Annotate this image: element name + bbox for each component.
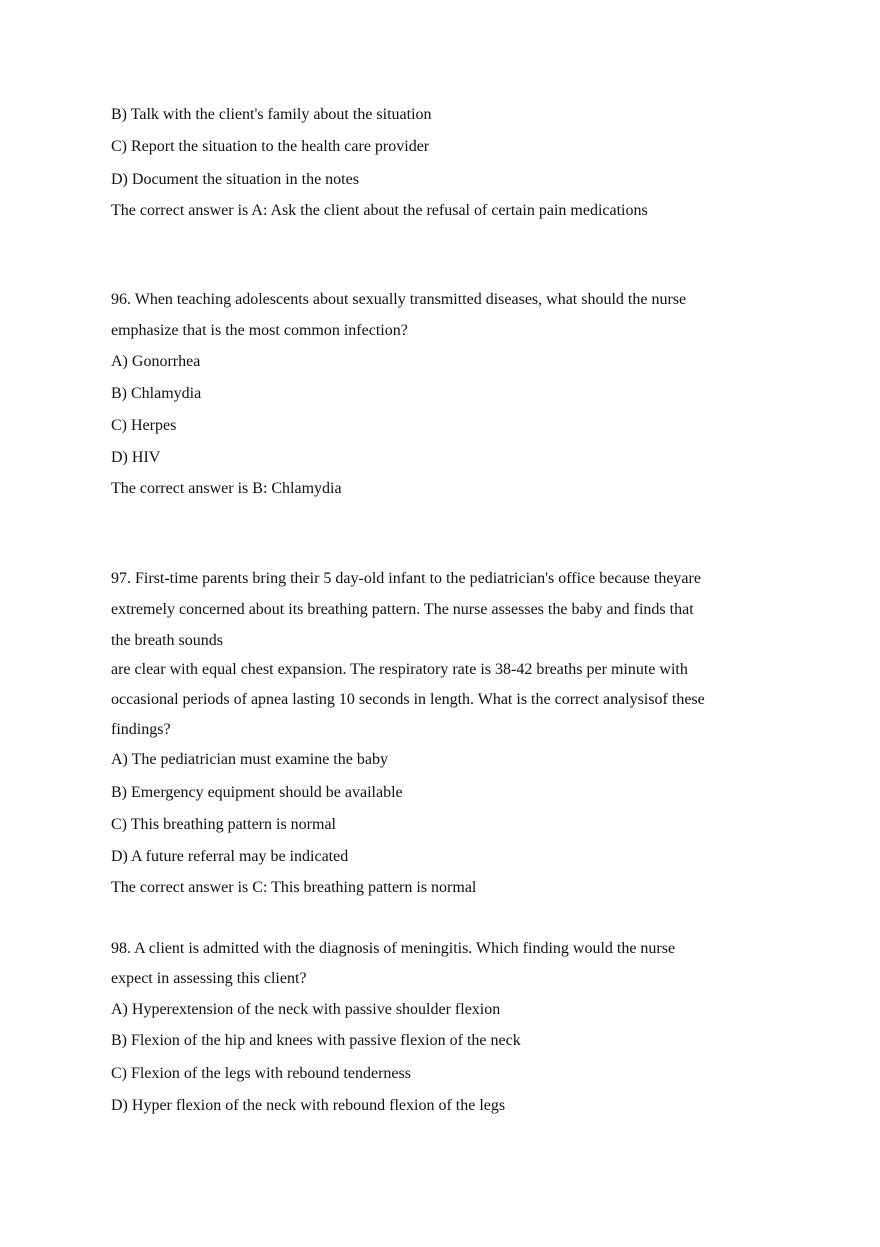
q98-option-b: B) Flexion of the hip and knees with passive flexion of the neck bbox=[111, 1032, 521, 1049]
q97-option-b: B) Emergency equipment should be available bbox=[111, 784, 403, 801]
q95-answer: The correct answer is A: Ask the client about the refusal of certain pain medications bbox=[111, 202, 648, 219]
q98-option-a: A) Hyperextension of the neck with passive shoulder flexion bbox=[111, 1001, 501, 1018]
q96-option-c: C) Herpes bbox=[111, 417, 177, 434]
q97-question-line-5: occasional periods of apnea lasting 10 seconds in length. What is the correct analysisof these bbox=[111, 691, 705, 708]
q95-option-b: B) Talk with the client's family about the situation bbox=[111, 106, 432, 123]
q97-question-line-4: are clear with equal chest expansion. The respiratory rate is 38-42 breaths per minute with bbox=[111, 661, 688, 678]
q98-option-d: D) Hyper flexion of the neck with rebound flexion of the legs bbox=[111, 1097, 506, 1114]
q96-question-line-1: 96. When teaching adolescents about sexually transmitted diseases, what should the nurse bbox=[111, 291, 687, 308]
q98-question-line-2: expect in assessing this client? bbox=[111, 970, 307, 987]
q96-option-a: A) Gonorrhea bbox=[111, 353, 201, 370]
q97-option-c: C) This breathing pattern is normal bbox=[111, 816, 336, 833]
q96-option-d: D) HIV bbox=[111, 449, 161, 466]
q96-question-line-2: emphasize that is the most common infection? bbox=[111, 322, 408, 339]
q97-answer: The correct answer is C: This breathing pattern is normal bbox=[111, 879, 477, 896]
q95-option-d: D) Document the situation in the notes bbox=[111, 171, 359, 188]
q98-question-line-1: 98. A client is admitted with the diagnosis of meningitis. Which finding would the nurse bbox=[111, 940, 676, 957]
q97-option-d: D) A future referral may be indicated bbox=[111, 848, 349, 865]
q96-answer: The correct answer is B: Chlamydia bbox=[111, 480, 342, 497]
q98-option-c: C) Flexion of the legs with rebound tenderness bbox=[111, 1065, 411, 1082]
q97-option-a: A) The pediatrician must examine the baby bbox=[111, 751, 388, 768]
q97-question-line-1: 97. First-time parents bring their 5 day-old infant to the pediatrician's office because theyare bbox=[111, 570, 701, 587]
q97-question-line-6: findings? bbox=[111, 721, 171, 738]
q97-question-line-2: extremely concerned about its breathing pattern. The nurse assesses the baby and finds that bbox=[111, 601, 694, 618]
q95-option-c: C) Report the situation to the health care provider bbox=[111, 138, 430, 155]
q97-question-line-3: the breath sounds bbox=[111, 632, 223, 649]
q96-option-b: B) Chlamydia bbox=[111, 385, 202, 402]
